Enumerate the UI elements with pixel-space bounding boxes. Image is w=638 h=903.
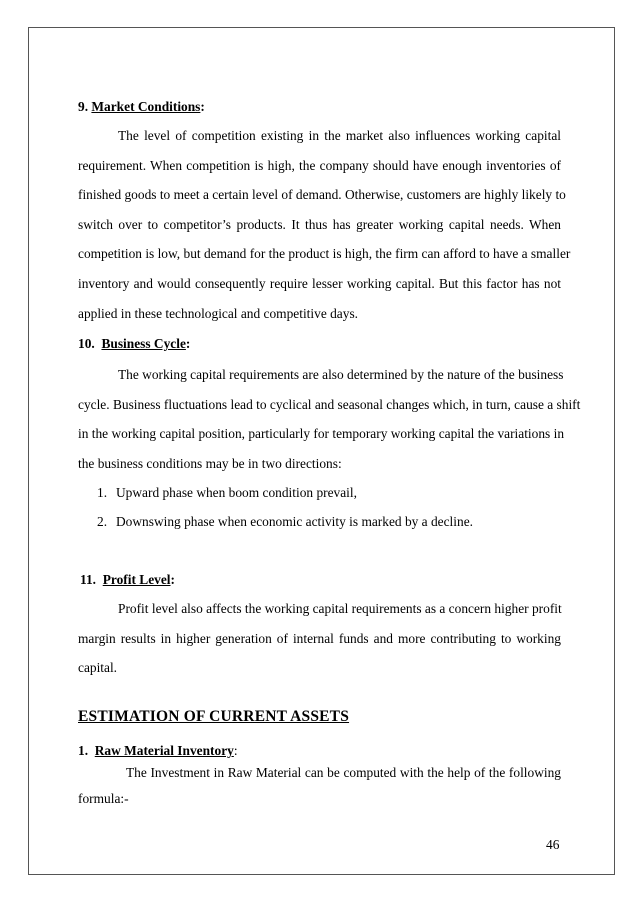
paragraph-line: applied in these technological and competitive days. [78, 305, 359, 321]
section-9-title: Market Conditions [91, 99, 201, 114]
section-11-colon: : [170, 572, 175, 587]
section-9-colon: : [200, 99, 205, 114]
section-10-heading [78, 336, 190, 352]
section-10-colon: : [185, 336, 191, 351]
list-item-text: Upward phase when boom condition prevail, [116, 485, 357, 500]
paragraph-line: requirement. When competition is high, the company should have enough inventories of [78, 157, 561, 173]
paragraph-line: margin results in higher generation of internal funds and more contributing to working [78, 630, 561, 646]
section-9-number: 9. [78, 99, 89, 114]
raw-material-colon: : [233, 743, 238, 758]
paragraph-line: the business conditions may be in two directions: [78, 455, 342, 471]
paragraph-line: inventory and would consequently require lesser working capital. But this factor has not [78, 275, 561, 291]
section-11-number: 11. [80, 572, 96, 587]
paragraph-line: The Investment in Raw Material can be computed with the help of the following [126, 765, 561, 780]
section-10-title: Business Cycle [101, 336, 186, 351]
paragraph-line: switch over to competitor’s products. It thus has greater working capital needs. When [78, 216, 561, 232]
paragraph-line: The level of competition existing in the market also influences working capital [118, 128, 561, 143]
raw-material-number: 1. [78, 743, 89, 758]
section-10-paragraph [78, 360, 581, 478]
section-11-paragraph [78, 594, 561, 683]
section-11-heading [80, 572, 175, 588]
paragraph-line: finished goods to meet a certain level of demand. Otherwise, customers are highly likely to [78, 187, 566, 203]
paragraph-line: Profit level also affects the working capital requirements as a concern higher profit [118, 601, 562, 616]
list-item [97, 485, 357, 501]
raw-material-title: Raw Material Inventory [94, 743, 234, 758]
paragraph-line: competition is low, but demand for the product is high, the firm can afford to have a smaller [78, 246, 571, 262]
estimation-section-title: ESTIMATION OF CURRENT ASSETS [78, 708, 350, 725]
paragraph-line: cycle. Business fluctuations lead to cyclical and seasonal changes which, in turn, cause a shift [78, 396, 581, 412]
paragraph-line: capital. [78, 660, 118, 676]
list-item-number: 1. [97, 485, 108, 500]
section-9-heading [78, 99, 205, 115]
section-9-paragraph [78, 121, 571, 328]
paragraph-line: in the working capital position, particularly for temporary working capital the variations in [78, 426, 565, 442]
list-item-text: Downswing phase when economic activity is marked by a decline. [116, 514, 473, 529]
paragraph-line: The working capital requirements are also determined by the nature of the business [118, 367, 564, 382]
list-item [97, 514, 473, 530]
section-10-number: 10. [78, 336, 95, 351]
raw-material-paragraph [78, 760, 561, 812]
raw-material-heading [78, 743, 238, 759]
list-item-number: 2. [97, 514, 108, 529]
page-number: 46 [546, 837, 560, 852]
paragraph-line: formula:- [78, 791, 129, 806]
section-11-title: Profit Level [102, 572, 171, 587]
